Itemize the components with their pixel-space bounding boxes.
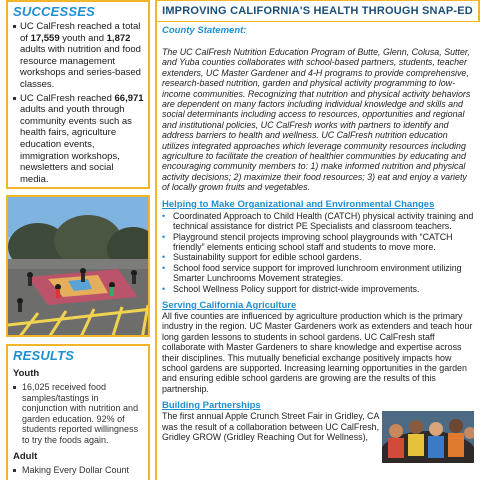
partnerships-section (162, 411, 474, 442)
list-item: Making Every Dollar Count (13, 465, 144, 476)
list-item: 16,025 received food samples/tastings in conjunction with nutrition and garden education. 92% of students reported willingness to try the foods again. (13, 382, 144, 446)
adult-results-list (13, 465, 144, 476)
stat-number: 17,559 (30, 32, 60, 44)
list-item: • School food service support for improved lunchroom environment utilizing Smarter Lunchrooms Movement strategies. (162, 263, 474, 284)
list-item (13, 21, 144, 91)
org-changes-title: Helping to Make Organizational and Environmental Changes (162, 198, 435, 210)
page-title: IMPROVING CALIFORNIA'S HEALTH THROUGH SNAP-ED (157, 1, 478, 21)
stat-number: 1,872 (106, 32, 131, 44)
successes-title: SUCCESSES (13, 4, 95, 19)
results-box (6, 344, 150, 480)
successes-box (6, 0, 150, 189)
list-item: • Playground stencil projects improving school playgrounds with “CATCH friendly” elements enticing school staff and students to move more. (162, 232, 474, 253)
county-statement-title: County Statement: (162, 25, 247, 36)
list-item (13, 93, 144, 186)
text-fragment: UC CalFresh reached a total of (20, 21, 141, 44)
main-content (155, 22, 480, 480)
list-item: • Coordinated Approach to Child Health (CATCH) physical activity training and technical assistance for district PE Specialists and classroom teachers. (162, 211, 474, 232)
stat-number: 66,971 (114, 92, 144, 104)
agriculture-text: All five counties are influenced by agriculture production which is the primary industry in the region. UC Master Gardeners work as extenders and teach hour long garden lessons to students in school gardens. UC CalFresh staff collaborate with Master Gardeners to share knowledge and expertise across their disciplines. This mutually beneficial exchange positively impacts how school gardens are supported. Increasing learning opportunities in the garden and ensuring edible school gardens are growing are the results of this partnership. (162, 310, 473, 394)
agriculture-title: Serving California Agriculture (162, 299, 297, 311)
org-changes-list (162, 211, 474, 294)
left-column (0, 0, 150, 480)
street-fair-image (382, 411, 474, 463)
successes-list (13, 21, 144, 185)
youth-label: Youth (13, 368, 40, 379)
text-fragment: youth and (59, 32, 107, 44)
text-fragment: adults with nutrition and food resource management workshops and series-based classes. (20, 44, 141, 90)
partnerships-title: Building Partnerships (162, 400, 261, 412)
street-fair-photo (382, 411, 474, 463)
list-item: • Sustainability support for edible school gardens. (162, 252, 474, 262)
text-fragment: UC CalFresh reached (20, 92, 115, 104)
text-fragment: adults and youth through community events such as health fairs, agriculture education events, immigration workshops, newsletters and social media. (20, 104, 132, 185)
header-banner (155, 0, 480, 22)
results-title: RESULTS (13, 348, 75, 363)
playground-image (8, 197, 150, 337)
right-column (155, 0, 480, 480)
adult-label: Adult (13, 450, 38, 462)
county-statement-text: The UC CalFresh Nutrition Education Program of Butte, Glenn, Colusa, Sutter, and Yuba counties collaborates with school-based partners, students, teacher extenders, UC Master Gardener and 4-H programs to provide comprehensive, research-based nutrition, garden and physical activity programming to low-income communities. Recognizing that nutrition and physical activity behaviors are dependent on many factors including individual knowledge and skills and social determinants including access to resources, opportunities and regional and institutional policies, UC CalFresh works with partners to identify and address barriers to health and wellness. UC CalFresh nutrition education utilizes integrated approaches which leverage community resources including agriculture to facilitate the creation of healthier communities by educating and encouraging community members to: 1) make informed nutrition and physical activity decisions; 2) maximize their food resources; 3) eat and enjoy a variety of locally grown fruits and vegetables. (162, 47, 471, 193)
youth-results-list (13, 382, 144, 446)
partnerships-text: The first annual Apple Crunch Street Fair in Gridley, CA was the result of a collaboration between UC CalFresh, Gridley GROW (Gridley Reaching Out for Wellness), (162, 411, 380, 442)
list-item: • School Wellness Policy support for district-wide improvements. (162, 284, 474, 294)
playground-photo (6, 195, 150, 337)
